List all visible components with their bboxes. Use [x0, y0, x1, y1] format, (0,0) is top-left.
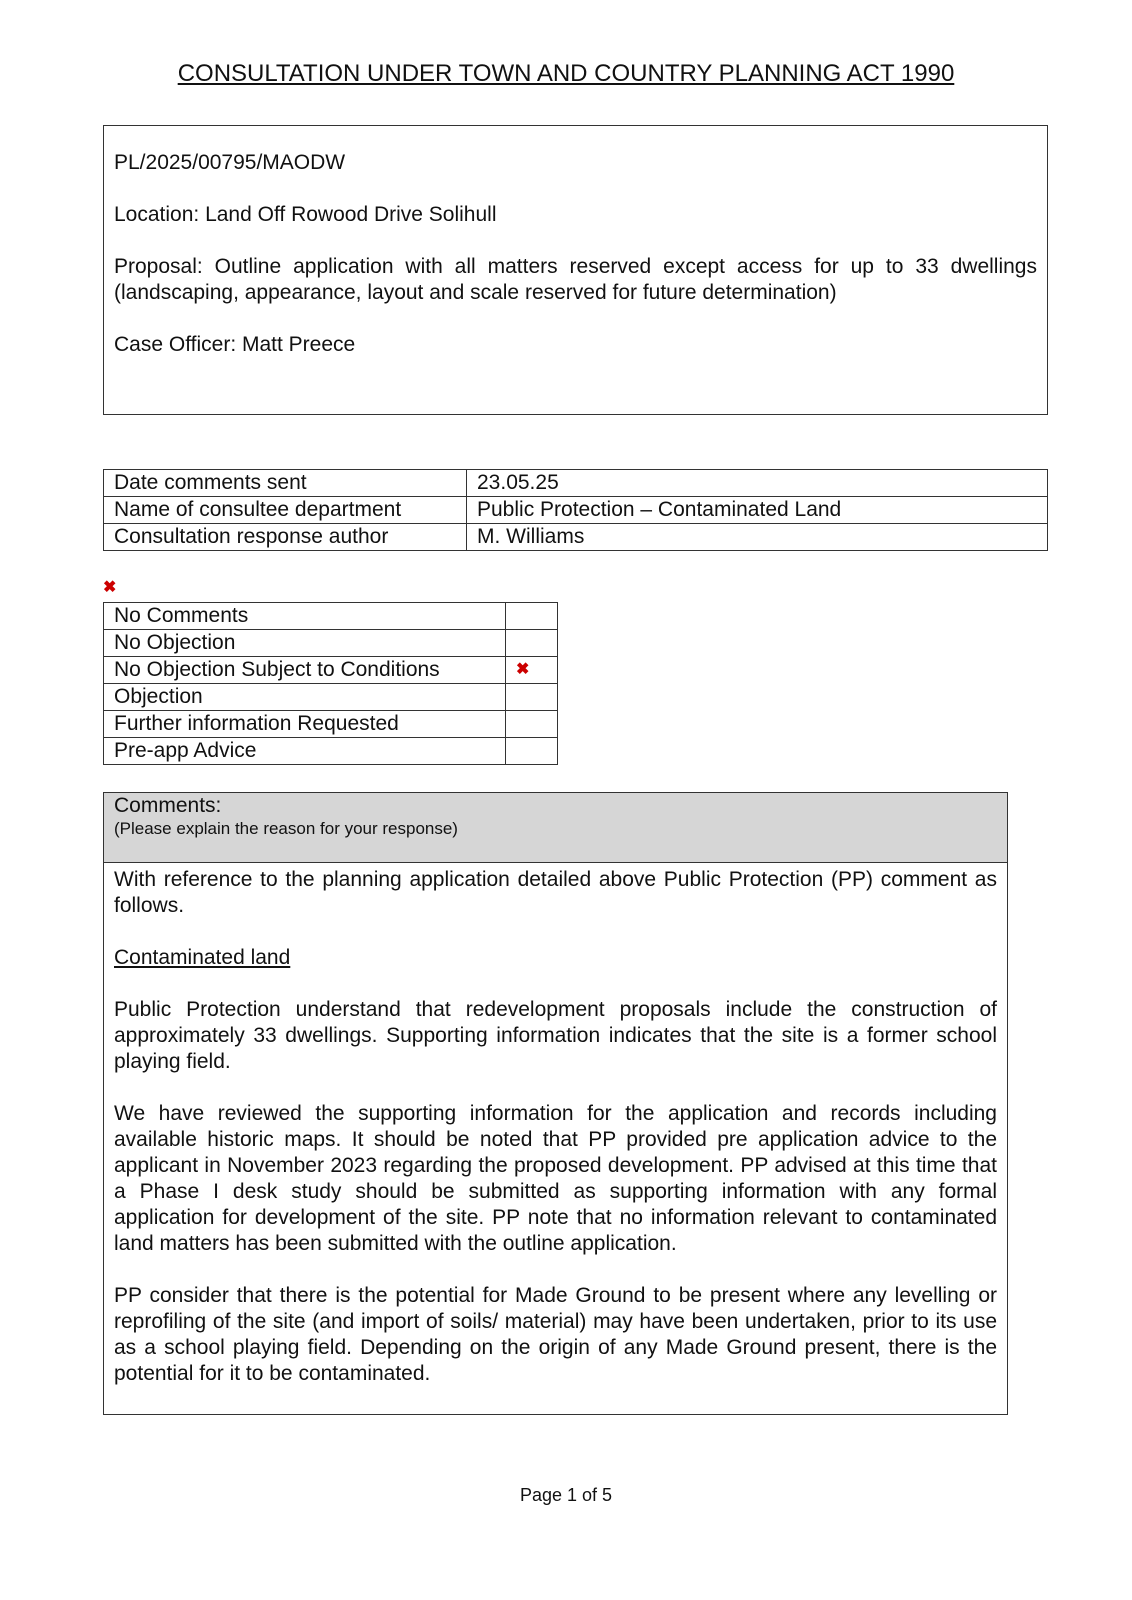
table-row: [104, 684, 558, 711]
department-value: Public Protection – Contaminated Land: [467, 497, 1048, 524]
option-label: Objection: [104, 684, 506, 711]
application-details-box: [103, 125, 1048, 415]
case-officer: Case Officer: Matt Preece: [114, 333, 356, 356]
option-checkbox[interactable]: [506, 684, 558, 711]
option-checkbox[interactable]: [506, 711, 558, 738]
application-proposal: Proposal: Outline application with all matters reserved except access for up to 33 dwellings (landscaping, appearance, layout and scale reserved for future determination): [114, 255, 1037, 304]
table-row: [104, 497, 1048, 524]
comments-box: [103, 792, 1008, 1415]
comments-heading: Comments:: [114, 794, 222, 817]
option-label: Further information Requested: [104, 711, 506, 738]
section-title: Contaminated land: [114, 946, 291, 969]
option-label: No Objection: [104, 630, 506, 657]
table-row: [104, 711, 558, 738]
response-options-table: [103, 602, 558, 765]
option-label: No Objection Subject to Conditions: [104, 657, 506, 684]
comments-paragraph: We have reviewed the supporting information for the application and records including available historic maps. It should be noted that PP provided pre application advice to the applicant in November 2023 regarding the proposed development. PP advised at this time that a Phase I desk study should be submitted as supporting information with any formal application for development of the site. PP note that no information relevant to contaminated land matters has been submitted with the outline application.: [114, 1102, 997, 1255]
date-value: 23.05.25: [467, 470, 1048, 497]
author-value: M. Williams: [467, 524, 1048, 551]
table-row: [104, 630, 558, 657]
comments-intro: With reference to the planning application detailed above Public Protection (PP) comment as follows.: [114, 868, 997, 917]
date-label: Date comments sent: [104, 470, 467, 497]
application-reference: PL/2025/00795/MAODW: [114, 151, 346, 174]
table-row: [104, 738, 558, 765]
application-location: Location: Land Off Rowood Drive Solihull: [114, 203, 497, 226]
author-label: Consultation response author: [104, 524, 467, 551]
option-label: Pre-app Advice: [104, 738, 506, 765]
table-row: [104, 524, 1048, 551]
option-checkbox-checked[interactable]: ✖: [506, 657, 558, 684]
page-number: Page 1 of 5: [519, 1485, 613, 1505]
comments-body: [104, 863, 1007, 1387]
comments-subheading: (Please explain the reason for your response): [114, 819, 458, 838]
option-label: No Comments: [104, 603, 506, 630]
table-row: [104, 470, 1048, 497]
comments-paragraph: PP consider that there is the potential for Made Ground to be present where any levelling or reprofiling of the site (and import of soils/ material) may have been undertaken, prior to its use as a school playing field. Depending on the origin of any Made Ground present, there is the potential for it to be contaminated.: [114, 1284, 997, 1385]
document-title: CONSULTATION UNDER TOWN AND COUNTRY PLANNING ACT 1990: [177, 60, 955, 87]
consultation-info-table: [103, 469, 1048, 551]
option-checkbox[interactable]: [506, 738, 558, 765]
comments-paragraph: Public Protection understand that redevelopment proposals include the construction of approximately 33 dwellings. Supporting information indicates that the site is a former school playing field.: [114, 998, 997, 1073]
comments-header: [104, 793, 1007, 863]
option-checkbox[interactable]: [506, 630, 558, 657]
department-label: Name of consultee department: [104, 497, 467, 524]
cross-mark-icon: ✖: [103, 579, 117, 596]
table-row: [104, 657, 558, 684]
table-row: [104, 603, 558, 630]
option-checkbox[interactable]: [506, 603, 558, 630]
